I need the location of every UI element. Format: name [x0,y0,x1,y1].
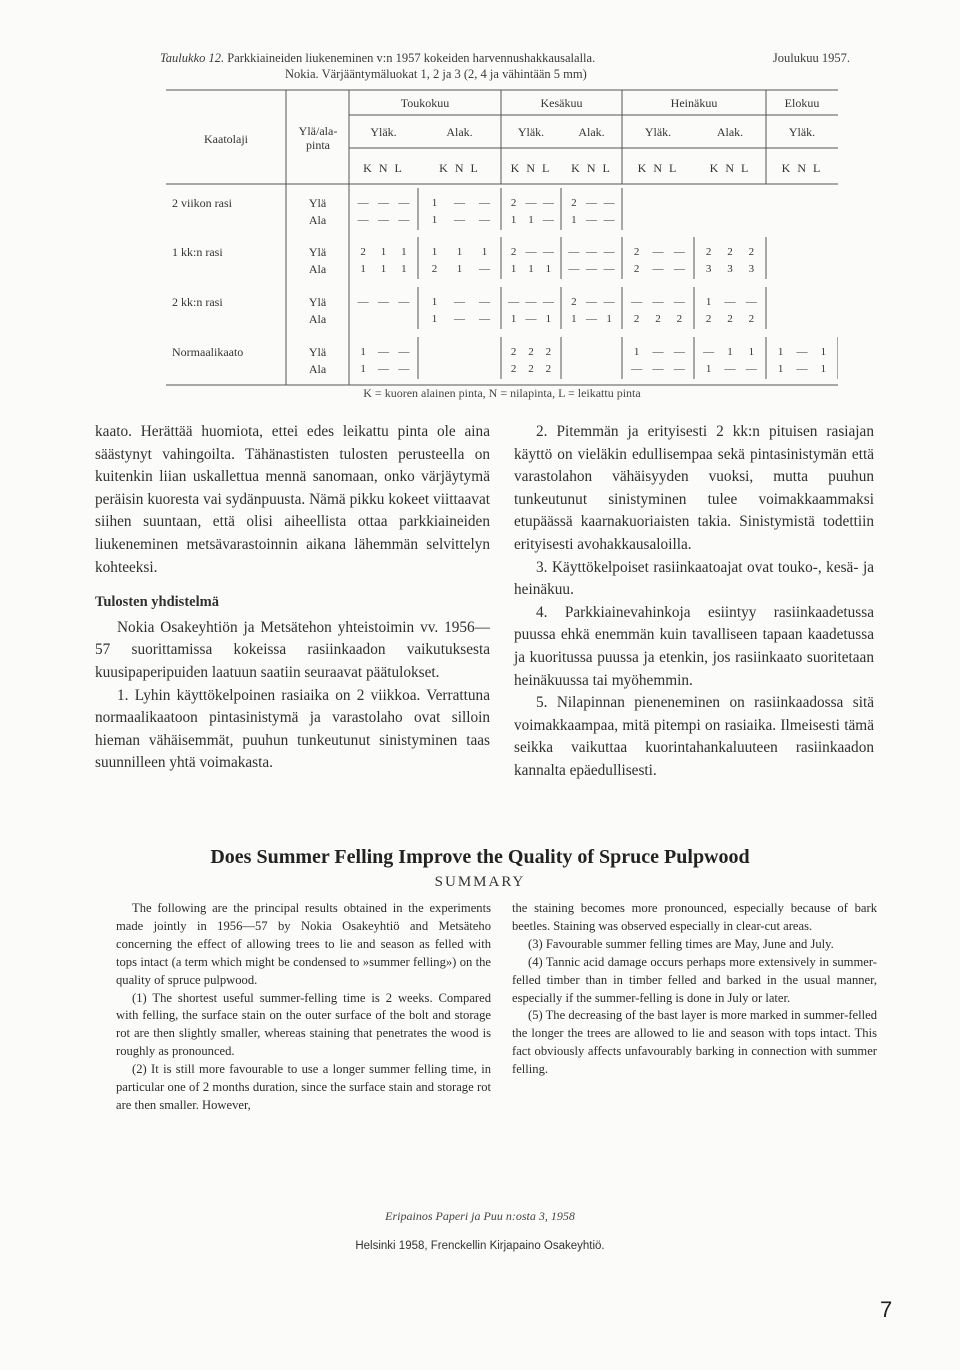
table-cell-value: — [398,296,410,308]
table-cell-value: — [568,263,580,275]
table-cell-value: 1 [481,246,488,258]
table-cell-value: 2 [510,197,517,209]
table-cell-value: 2 [571,197,577,209]
knl-header: K N L [439,161,480,175]
table-cell-value: 2 [655,313,661,325]
row-pinta: Ylä [308,295,327,309]
summary-paragraph: (4) Tannic acid damage occurs perhaps more extensively in summer-felled timber than in timber felled and barked in the usual manner, especially if the summer-felling is done in July or later. [512,954,877,1005]
table-cell-value: — [542,197,554,209]
table-cell-value: — [585,296,597,308]
right-paragraph: 3. Käyttökelpoiset rasiinkaatoajat ovat touko-, kesä- ja heinäkuu. [514,558,874,599]
table-cell-value: — [357,296,369,308]
table-cell-value: — [377,363,389,375]
table-cell-value: — [398,214,410,226]
table-cell-value: 1 [820,346,827,358]
table-cell-value: — [652,346,664,358]
table-cell-value: 2 [705,246,712,258]
table-cell-value: — [585,197,597,209]
table-cell-value: 1 [456,246,463,258]
table-cell-value: — [652,296,664,308]
table-cell-value: — [377,346,389,358]
knl-header: K N L [571,161,612,175]
table-cell-value: — [454,197,465,209]
table-cell-value: — [542,214,554,226]
table-cell-value: — [631,296,643,308]
knl-header: K N L [781,161,823,175]
table-cell-value: 3 [727,263,733,275]
table-cell-value: 1 [360,346,366,358]
table-cell-value: 2 [545,346,552,358]
table-cell-value: — [525,313,537,325]
subcol-header: Alak. [446,125,473,139]
knl-header: K N L [637,161,679,175]
knl-header: K N L [709,161,751,175]
table-cell-value: — [796,346,808,358]
row-pinta: Ala [308,213,327,227]
table-cell-value: — [603,296,615,308]
summary-paragraph: (5) The decreasing of the bast layer is more marked in summer-felled the longer the trees are allowed to lie and season with tops intact. This fact obviously affects unfavourably barking in connection with summer felling. [512,1008,877,1077]
header-kaatolaji: Kaatolaji [204,132,248,146]
table-cell-value: 1 [545,263,552,275]
table-cell-value: 2 [633,263,640,275]
table-cell-value: — [724,363,736,375]
table-cell-value: — [479,263,490,275]
table-cell-value: — [796,363,808,375]
table-cell-value: — [508,296,520,308]
table-cell-value: 2 [571,296,577,308]
table-cell-value: — [454,214,465,226]
month-elokuu: Elokuu [784,96,820,110]
row-pinta: Ylä [308,345,327,359]
table-cell-value: 2 [528,346,534,358]
table-cell-value: — [454,313,465,325]
table-cell-value: 1 [456,263,463,275]
table-cell-value: — [479,296,490,308]
table-cell-value: — [525,197,537,209]
caption-line1: Parkkiaineiden liukeneminen v:n 1957 kokeiden harvennushakkausalalla. [227,51,596,65]
table-cell-value: — [673,363,685,375]
table-cell-value: 1 [380,263,387,275]
table-cell-value: — [703,346,715,358]
row-pinta: Ala [308,362,327,376]
table-cell-value: — [673,246,685,258]
subcol-header: Yläk. [644,125,672,139]
row-label: 2 viikon rasi [172,196,232,210]
table-cell-value: — [673,263,685,275]
table-cell-value: — [585,313,597,325]
subcol-header: Yläk. [788,125,816,139]
table-cell-value: — [603,263,615,275]
data-table [166,88,838,406]
summary-paragraph: the staining becomes more pronounced, especially because of bark beetles. Staining was observed especially in clear-cut areas. [512,901,877,933]
table-cell-value: — [479,197,490,209]
table-cell-value: — [585,263,597,275]
table-cell-value: — [357,197,369,209]
table-cell-value: — [542,296,554,308]
table-cell-value: — [652,246,664,258]
table-cell-value: — [525,246,537,258]
table-cell-value: 1 [571,313,577,325]
table-cell-value: — [398,363,410,375]
table-cell-value: — [745,296,757,308]
table-legend: K = kuoren alainen pinta, N = nilapinta, L = leikattu pinta [363,386,641,400]
table-cell-value: 1 [727,346,733,358]
right-paragraph: 5. Nilapinnan pieneneminen on rasiinkaadossa sitä voimakkaampaa, mitä pitempi on rasiaika. Ilmeisesti tämä seikka vaikuttaa kuorintahankaluuteen rasiinkaadon kannalta epäedullisesti. [514,694,874,779]
table-cell-value: 1 [777,363,784,375]
table-cell-value: — [377,296,389,308]
row-pinta: Ala [308,312,327,326]
table-cell-value: 1 [777,346,784,358]
table-cell-value: — [357,214,369,226]
table-cell-value: — [585,246,597,258]
row-pinta: Ylä [308,245,327,259]
summary-paragraph: The following are the principal results obtained in the experiments made jointly in 1956—57 by Nokia Osakeyhtiö and Metsäteho concerning the effect of allowing trees to lie and season as felled with tops intact (a term which might be condensed to »summer felling») on the quality of spruce pulpwood. [116,901,491,987]
left-paragraph: 1. Lyhin käyttökelpoinen rasiaika on 2 viikkoa. Verrattuna normaalikaatoon pintasinistymä ja varastolaho ovat silloin hieman vähäisemmät, puuhun tunkeutunut sinistyminen taas suunnilleen yhtä voimakasta. [95,686,490,772]
table-cell-value: — [377,197,389,209]
table-cell-value: 1 [820,363,827,375]
table-label: Taulukko 12. [160,51,225,65]
caption-line2: Nokia. Värjääntymäluokat 1, 2 ja 3 (2, 4 ja vähintään 5 mm) [285,67,587,81]
table-cell-value: — [603,214,615,226]
table-cell-value: — [542,246,554,258]
table-cell-value: 2 [748,246,755,258]
summary-paragraph: (1) The shortest useful summer-felling time is 2 weeks. Compared with felling, the surface stain on the outer surface of the bolt and storage rot are then slightly smaller, whereas staining that penetrates the wood is roughly as pronounced. [116,990,491,1059]
table-cell-value: 1 [510,263,517,275]
reprint-note: Eripainos Paperi ja Puu n:osta 3, 1958 [385,1209,575,1223]
table-cell-value: — [398,346,410,358]
table-cell-value: 1 [431,197,438,209]
table-cell-value: 2 [633,313,640,325]
table-cell-value: 1 [360,363,366,375]
table-caption [160,50,850,82]
left-column [95,421,490,775]
subcol-header: Yläk. [517,125,545,139]
table-cell-value: — [479,313,490,325]
right-column [514,421,874,783]
table-cell-value: 1 [528,214,534,226]
subcol-header: Alak. [716,125,744,139]
table-cell-value: 1 [633,346,640,358]
row-label: Normaalikaato [172,345,244,359]
subcol-header: Yläk. [370,125,397,139]
table-cell-value: — [525,296,537,308]
table-cell-value: 1 [510,214,517,226]
table-cell-value: — [568,246,580,258]
table-cell-value: — [631,363,643,375]
table-cell-value: 2 [360,246,366,258]
table-cell-value: — [585,214,597,226]
table-cell-value: 2 [633,246,640,258]
summary-title: Does Summer Felling Improve the Quality of Spruce Pulpwood [210,846,750,868]
page-number: 7 [880,1297,893,1322]
table-cell-value: 2 [431,263,438,275]
row-pinta: Ylä [308,196,327,210]
summary-right-column [512,900,877,1079]
table-cell-value: 2 [510,346,517,358]
table-cell-value: 2 [727,313,733,325]
table-cell-value: — [652,263,664,275]
table-cell-value: 2 [676,313,683,325]
summary-left-column [116,900,491,1115]
section-heading: Tulosten yhdistelmä [95,594,219,611]
table-cell-value: — [724,296,736,308]
table-cell-value: — [652,363,664,375]
table-cell-value: 1 [431,313,438,325]
month-toukokuu: Toukokuu [400,96,450,110]
table-cell-value: 2 [748,313,755,325]
table-cell-value: 1 [431,214,438,226]
table-cell-value: — [745,363,757,375]
table-cell-value: 1 [380,246,387,258]
subcol-header: Alak. [578,125,605,139]
table-cell-value: 1 [431,246,438,258]
table-cell-value: 1 [705,296,712,308]
table-cell-value: 3 [705,263,712,275]
table-cell-value: 2 [510,363,517,375]
row-label: 2 kk:n rasi [172,295,223,309]
table-cell-value: — [603,246,615,258]
table-cell-value: 2 [705,313,712,325]
table-cell-value: — [673,346,685,358]
table-cell-value: 1 [401,246,407,258]
table-cell-value: 1 [748,346,755,358]
caption-date: Joulukuu 1957. [772,51,850,65]
table-cell-value: 2 [545,363,552,375]
row-label: 1 kk:n rasi [172,245,223,259]
right-paragraph: 4. Parkkiainevahinkoja esiintyy rasiinkaadetussa puussa ehkä enemmän kuin tavalliseen tapaan kaadetussa ja kuoritussa puussa ja etenkin, jos rasiinkaato suoritetaan heinäkuussa tai myöhemmin. [514,603,874,689]
table-cell-value: 1 [431,296,438,308]
printer-note: Helsinki 1958, Frenckellin Kirjapaino Osakeyhtiö. [355,1240,605,1252]
table-cell-value: — [454,296,465,308]
table-cell-value: 1 [545,313,552,325]
table-cell-value: 1 [360,263,366,275]
table-cell-value: 1 [571,214,577,226]
knl-header: K N L [510,161,552,175]
row-pinta: Ala [308,262,327,276]
table-cell-value: 1 [401,263,407,275]
table-cell-value: — [377,214,389,226]
table-cell-value: 1 [606,313,612,325]
table-cell-value: 2 [727,246,733,258]
table-cell-value: 1 [705,363,712,375]
month-heinakuu: Heinäkuu [670,96,718,110]
table-cell-value: — [673,296,685,308]
summary-paragraph: (3) Favourable summer felling times are May, June and July. [528,936,834,951]
summary-paragraph: (2) It is still more favourable to use a longer summer felling time, in particular one of 2 months duration, since the surface stain and storage rot are then smaller. However, [116,1062,491,1112]
table-cell-value: — [603,197,615,209]
left-paragraph: Nokia Osakeyhtiön ja Metsätehon yhteistoimin vv. 1956—57 suorittamissa kokeissa rasiinkaadon vaikutuksesta kuusipaperipuiden laatuun saatiin seuraavat päätulokset. [95,618,490,681]
table-cell-value: 2 [510,246,517,258]
table-cell-value: 1 [528,263,534,275]
summary-label: SUMMARY [434,874,526,890]
right-paragraph: 2. Pitemmän ja erityisesti 2 kk:n pituisen rasiajan käyttö on vieläkin edullisempaa sekä pintasinistymän että varastolahon vähäisyyden vuoksi, mutta puuhun tunkeutunut sinistyminen tulee voimakkaammaksi etupäässä kaarnakuoriaisten takia. Sinistymistä todettiin erityisesti avohakkausaloilla. [514,423,874,553]
left-paragraph: kaato. Herättää huomiota, ettei edes leikattu pinta ole aina säästynyt vahingoilta. Tähänastisten tulosten perusteella on kuitenkin liian uskallettua mennä sanomaan, onko värjäytymä peräisin kuoresta vai sydänpuusta. Nämä pikku kokeet viittaavat siihen suuntaan, että olisi aiheellista ottaa parkkiaineiden liukeneminen metsävarastoinnin aikana lähemmän selvittelyn kohteeksi. [95,423,490,576]
table-cell-value: — [479,214,490,226]
month-kesakuu: Kesäkuu [540,96,583,110]
table-cell-value: 2 [528,363,534,375]
table-cell-value: — [398,197,410,209]
knl-header: K N L [363,161,404,175]
header-pinta: Ylä/ala-pinta [298,124,338,152]
table-cell-value: 1 [510,313,517,325]
table-cell-value: 3 [748,263,755,275]
